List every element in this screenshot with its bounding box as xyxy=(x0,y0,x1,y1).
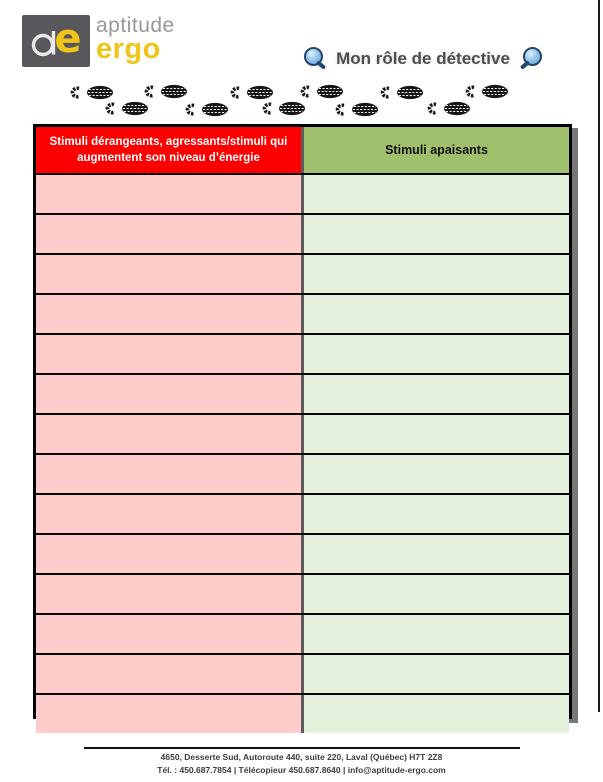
table-row xyxy=(36,573,569,613)
page-title-text: Mon rôle de détective xyxy=(336,49,510,68)
stimuli-apaisants-cell xyxy=(301,455,569,493)
footprint-icon xyxy=(184,102,232,117)
table-header-row xyxy=(36,127,569,173)
footprint-icon xyxy=(426,101,474,116)
footprint-icon xyxy=(143,84,191,99)
table-row xyxy=(36,613,569,653)
stimuli-derangeants-cell xyxy=(36,655,301,693)
table-row xyxy=(36,293,569,333)
table-row xyxy=(36,413,569,453)
header-stimuli-apaisants: Stimuli apaisants xyxy=(301,127,569,173)
footprint-icon xyxy=(261,101,309,116)
stimuli-apaisants-cell xyxy=(301,535,569,573)
footprint-trail xyxy=(0,0,603,125)
logo-word-ergo: ergo xyxy=(96,33,161,65)
logo-letter-e-icon: e xyxy=(54,16,82,62)
table-row xyxy=(36,173,569,213)
stimuli-apaisants-cell xyxy=(301,575,569,613)
table-row xyxy=(36,493,569,533)
stimuli-apaisants-cell xyxy=(301,615,569,653)
stimuli-derangeants-cell xyxy=(36,695,301,733)
stimuli-apaisants-cell xyxy=(301,335,569,373)
footer xyxy=(0,751,603,777)
stimuli-derangeants-cell xyxy=(36,535,301,573)
footer-address: 4650, Desserte Sud, Autoroute 440, suite 220, Laval (Québec) H7T 2Z8 xyxy=(160,752,443,762)
footprint-icon xyxy=(379,85,427,100)
stimuli-derangeants-cell xyxy=(36,455,301,493)
stimuli-apaisants-cell xyxy=(301,255,569,293)
table-row xyxy=(36,373,569,413)
stimuli-derangeants-cell xyxy=(36,495,301,533)
stimuli-derangeants-cell xyxy=(36,295,301,333)
stimuli-derangeants-cell xyxy=(36,615,301,653)
stimuli-apaisants-cell xyxy=(301,215,569,253)
table-row xyxy=(36,653,569,693)
stimuli-apaisants-cell xyxy=(301,175,569,213)
stimuli-derangeants-cell xyxy=(36,415,301,453)
stimuli-apaisants-cell xyxy=(301,415,569,453)
stimuli-derangeants-cell xyxy=(36,215,301,253)
footprint-icon xyxy=(334,102,382,117)
table-row xyxy=(36,453,569,493)
footer-contact: Tél. : 450.687.7854 | Télécopieur 450.687.8640 | info@aptitude-ergo.com xyxy=(157,765,446,775)
footprint-icon xyxy=(464,84,512,99)
stimuli-table xyxy=(33,124,572,719)
stimuli-apaisants-cell xyxy=(301,495,569,533)
table-row xyxy=(36,693,569,733)
stimuli-apaisants-cell xyxy=(301,655,569,693)
logo-word-aptitude: aptitude xyxy=(96,14,175,37)
stimuli-derangeants-cell xyxy=(36,255,301,293)
footprint-icon xyxy=(229,85,277,100)
stimuli-derangeants-cell xyxy=(36,575,301,613)
table-row xyxy=(36,533,569,573)
stimuli-apaisants-cell xyxy=(301,295,569,333)
stimuli-apaisants-cell xyxy=(301,695,569,733)
footprint-icon xyxy=(104,101,152,116)
stimuli-apaisants-cell xyxy=(301,375,569,413)
table-body xyxy=(36,173,569,733)
table-row xyxy=(36,213,569,253)
stimuli-derangeants-cell xyxy=(36,175,301,213)
table-row xyxy=(36,253,569,293)
table-row xyxy=(36,333,569,373)
footer-divider xyxy=(84,747,520,749)
header-stimuli-derangeants: Stimuli dérangeants, agressants/stimuli qui augmentent son niveau d’énergie xyxy=(36,127,301,173)
stimuli-derangeants-cell xyxy=(36,375,301,413)
stimuli-derangeants-cell xyxy=(36,335,301,373)
footprint-icon xyxy=(69,85,117,100)
footprint-icon xyxy=(299,84,347,99)
